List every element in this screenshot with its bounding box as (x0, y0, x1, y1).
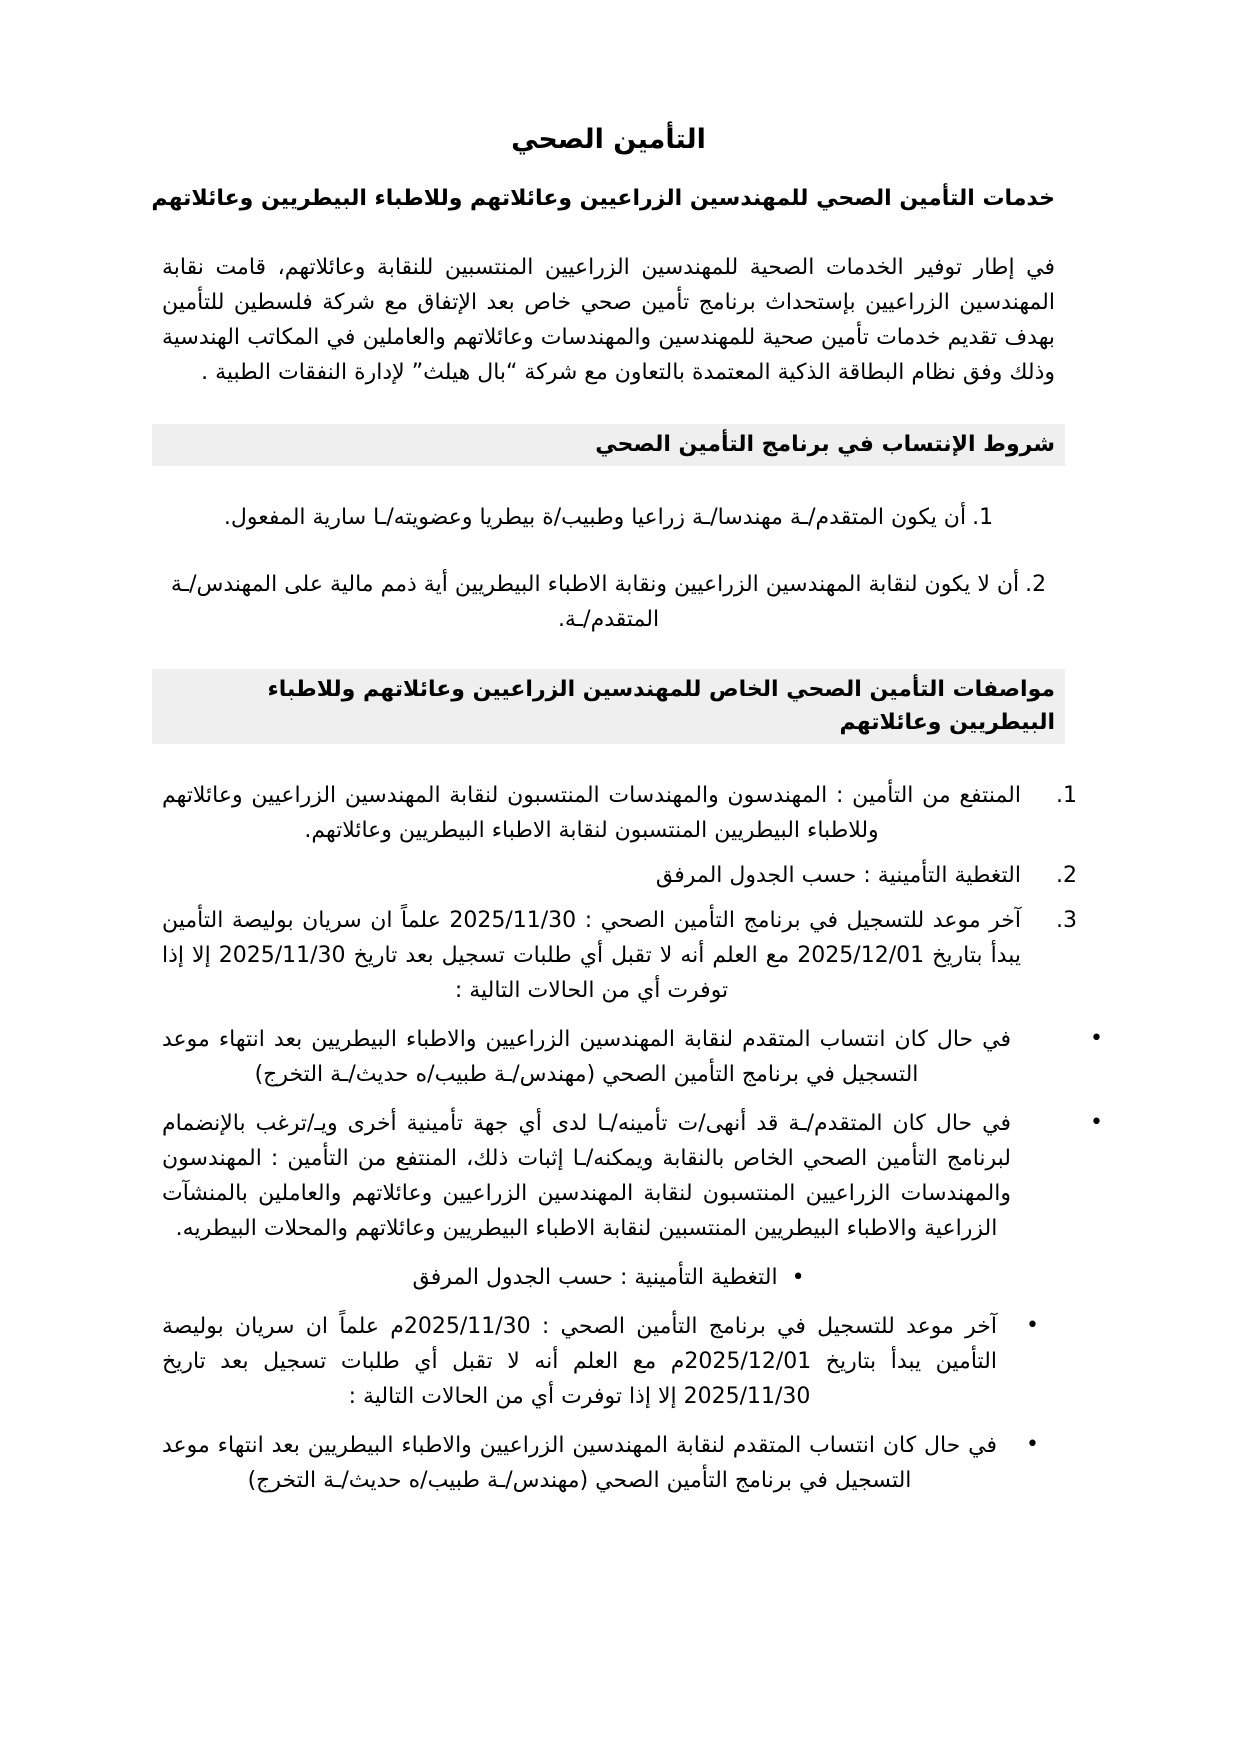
list-item (162, 1428, 1055, 1498)
bullet-icon: • (1090, 1110, 1103, 1135)
list-item (162, 1260, 1055, 1295)
list-item (162, 778, 1083, 848)
conditions-list (162, 500, 1055, 637)
specs-bullet-list (162, 1022, 1103, 1498)
item-number: 2. (1025, 572, 1047, 597)
page-title: التأمين الصحي (511, 124, 706, 155)
specs-numbered-list (162, 778, 1083, 1008)
item-text: التغطية التأمينية : حسب الجدول المرفق (412, 1265, 778, 1290)
item-text: في حال كان المتقدم/ـة قد أنهى/ت تأمينه/ـا لدى أي جهة تأمينية أخرى ويـ/ترغب بالإنضمام لبرنامج التأمين الصحي الخاص بالنقابة ويمكنه/ـا إثبات ذلك، المنتفع من التأمين : المهندسون والمهندسات الزراعيين المنتسبون لنقابة المهندسين الزراعيين وعائلاتهم والعاملين بالمنشآت الزراعية والاطباء البيطريين المنتسبين لنقابة الاطباء البيطريين وعائلاتهم والمحلات البيطريه. (162, 1111, 1011, 1241)
list-item (162, 1022, 1107, 1092)
section-heading-insurance-specs: مواصفات التأمين الصحي الخاص للمهندسين الزراعيين وعائلاتهم وللاطباء البيطريين وعائلاتهم (152, 669, 1065, 744)
item-text: أن يكون المتقدم/ـة مهندسا/ـة زراعيا وطبيب/ة بيطريا وعضويته/ـا سارية المفعول. (223, 505, 967, 530)
list-item (162, 567, 1055, 637)
section-heading-enrollment-conditions: شروط الإنتساب في برنامج التأمين الصحي (152, 424, 1065, 466)
item-text: في حال كان انتساب المتقدم لنقابة المهندسين الزراعيين والاطباء البيطريين بعد انتهاء موعد التسجيل في برنامج التأمين الصحي (مهندس/ـة طبيب/ه حديث/ـة التخرج) (162, 1027, 1011, 1087)
bullet-icon: • (1090, 1026, 1103, 1051)
list-item (162, 1309, 1055, 1414)
item-text: آخر موعد للتسجيل في برنامج التأمين الصحي : 2025/11/30 علماً ان سريان بوليصة التأمين يبدأ بتاريخ 2025/12/01 مع العلم أنه لا تقبل أي طلبات تسجيل بعد تاريخ 2025/11/30 إلا إذا توفرت أي من الحالات التالية : (162, 908, 1021, 1003)
item-number: 3. (1056, 908, 1077, 933)
item-number: 1. (972, 505, 994, 530)
item-number: 1. (1056, 783, 1077, 808)
bullet-icon: • (791, 1265, 805, 1290)
list-item (162, 500, 1055, 535)
list-item (162, 858, 1083, 893)
item-number: 2. (1056, 863, 1077, 888)
item-text: في حال كان انتساب المتقدم لنقابة المهندسين الزراعيين والاطباء البيطريين بعد انتهاء موعد التسجيل في برنامج التأمين الصحي (مهندس/ـة طبيب/ه حديث/ـة التخرج) (162, 1433, 997, 1493)
item-text: آخر موعد للتسجيل في برنامج التأمين الصحي : 2025/11/30م علماً ان سريان بوليصة التأمين يبدأ بتاريخ 2025/12/01م مع العلم أنه لا تقبل أي طلبات تسجيل بعد تاريخ 2025/11/30 إلا إذا توفرت أي من الحالات التالية : (162, 1314, 997, 1409)
bullet-icon: • (1026, 1313, 1039, 1338)
page-subtitle: خدمات التأمين الصحي للمهندسين الزراعيين وعائلاتهم وللاطباء البيطريين وعائلاتهم (151, 186, 1055, 211)
list-item (162, 1106, 1107, 1246)
item-text: المنتفع من التأمين : المهندسون والمهندسات المنتسبون لنقابة المهندسين الزراعيين وعائلاتهم وللاطباء البيطريين المنتسبون لنقابة الاطباء البيطريين وعائلاتهم. (162, 783, 1021, 843)
list-item (162, 903, 1083, 1008)
bullet-icon: • (1026, 1432, 1039, 1457)
item-text: أن لا يكون لنقابة المهندسين الزراعيين ونقابة الاطباء البيطريين أية ذمم مالية على المهندس/ـة المتقدم/ـة. (170, 572, 1020, 632)
intro-paragraph: في إطار توفير الخدمات الصحية للمهندسين الزراعيين المنتسبين للنقابة وعائلاتهم، قامت نقابة المهندسين الزراعيين بإستحداث برنامج تأمين صحي خاص بعد الإتفاق مع شركة فلسطين للتأمين بهدف تقديم خدمات تأمين صحية للمهندسين والمهندسات وعائلاتهم والعاملين في المكاتب الهندسية وذلك وفق نظام البطاقة الذكية المعتمدة بالتعاون مع شركة “بال هيلث” لإدارة النفقات الطبية . (162, 255, 1055, 385)
item-text: التغطية التأمينية : حسب الجدول المرفق (655, 863, 1021, 888)
